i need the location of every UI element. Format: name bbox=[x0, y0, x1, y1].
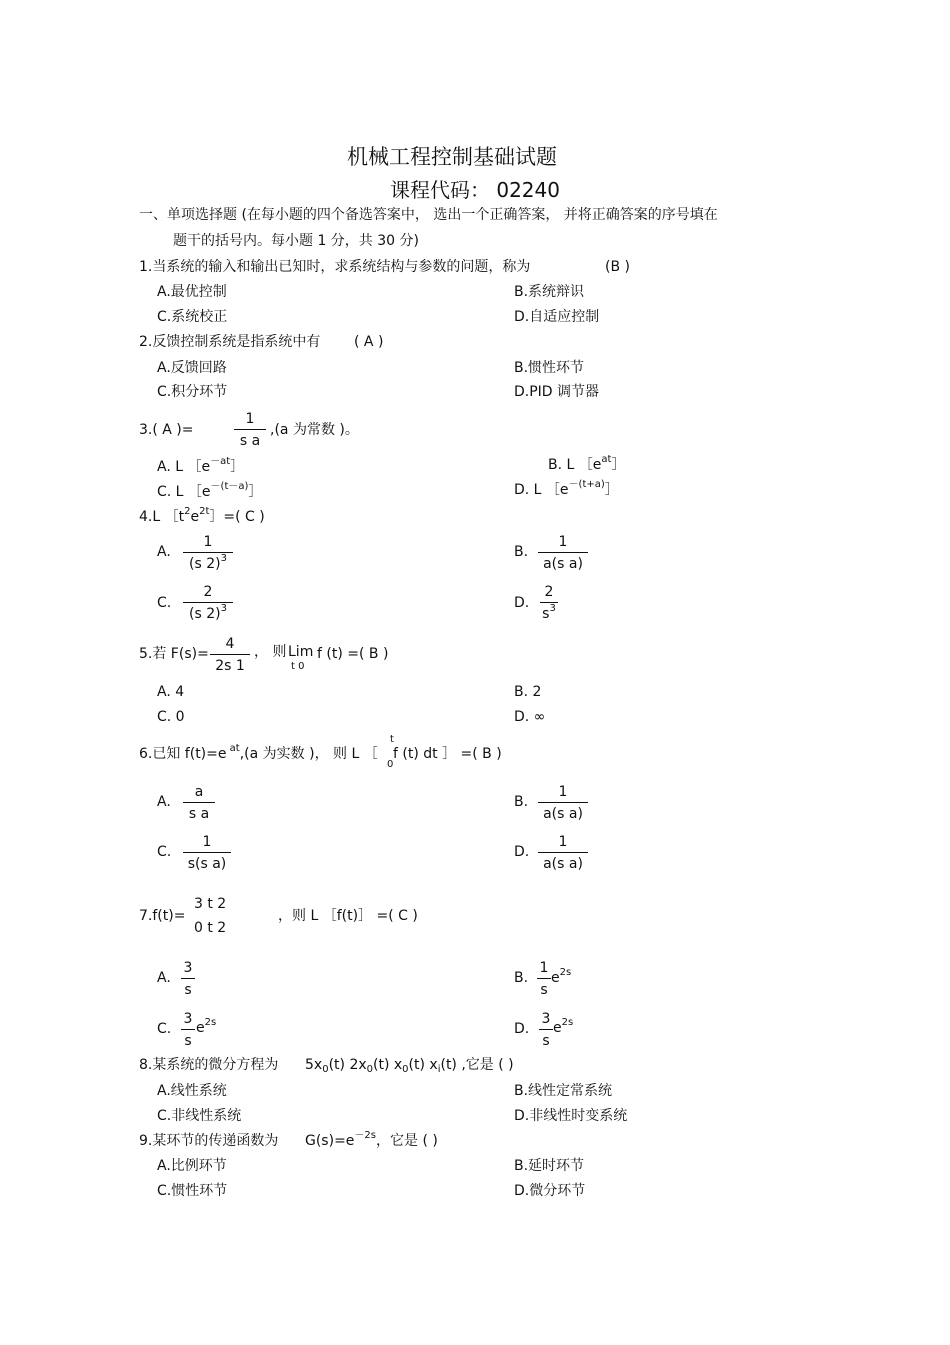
q5-lim: Lim bbox=[288, 644, 314, 660]
q9-equation: $G(s)=e^{-2s}$，它是 ( ) bbox=[305, 1130, 438, 1149]
section-instructions-line1: 一、单项选择题 (在每小题的四个备选答案中， 选出一个正确答案， 并将正确答案的序号填在 bbox=[139, 207, 718, 223]
q7-option-a-fraction: 3 s bbox=[181, 961, 195, 997]
q5-option-c: C. 0 bbox=[157, 709, 185, 725]
course-code: 课程代码： 02240 bbox=[390, 178, 560, 202]
q2-option-c: C.积分环节 bbox=[157, 384, 228, 400]
q8-option-a: A.线性系统 bbox=[157, 1083, 227, 1099]
q4-option-d-label: D. bbox=[514, 595, 530, 611]
q5-stem: 5.若 F(s)= bbox=[139, 646, 209, 662]
q7-option-c-fraction: 3 s bbox=[181, 1012, 195, 1048]
q9-option-a: A.比例环节 bbox=[157, 1158, 227, 1174]
q1-stem: 1.当系统的输入和输出已知时，求系统结构与参数的问题，称为 bbox=[139, 259, 531, 275]
q5-stem-end: f (t) =( B ) bbox=[317, 646, 389, 662]
q5-lim-subscript: t 0 bbox=[291, 661, 305, 672]
q1-option-b: B.系统辩识 bbox=[514, 284, 585, 300]
q8-option-d: D.非线性时变系统 bbox=[514, 1108, 628, 1124]
q6-integral-upper: t bbox=[390, 734, 394, 745]
q2-answer: ( A ) bbox=[354, 334, 384, 350]
q6-option-c-label: C. bbox=[157, 844, 172, 860]
q6-option-a-label: A. bbox=[157, 794, 171, 810]
q7-option-b-exp: $e^{2s}$ bbox=[551, 967, 572, 986]
q3-option-c: C. L $[e^{-(t-a)}]$ bbox=[157, 481, 263, 500]
q9-option-c: C.惯性环节 bbox=[157, 1183, 228, 1199]
q8-option-b: B.线性定常系统 bbox=[514, 1083, 613, 1099]
q6-option-b-label: B. bbox=[514, 794, 529, 810]
q9-stem: 9.某环节的传递函数为 bbox=[139, 1133, 279, 1149]
q8-option-c: C.非线性系统 bbox=[157, 1108, 242, 1124]
q6-stem: 6.已知 f(t)=e $^{at}$,(a 为实数 )， 则 L ［ bbox=[139, 743, 378, 762]
q3-fraction-denominator: s a bbox=[239, 433, 261, 449]
q3-option-a: A. L $[e^{-at}]$ bbox=[157, 456, 245, 475]
q2-option-a: A.反馈回路 bbox=[157, 360, 227, 376]
q7-option-c-label: C. bbox=[157, 1021, 172, 1037]
q1-answer: (B ) bbox=[605, 259, 630, 275]
q4-option-a-fraction: 1 (s 2)$^3$ bbox=[183, 535, 233, 571]
q9-option-d: D.微分环节 bbox=[514, 1183, 586, 1199]
q6-option-b-fraction: 1 a(s a) bbox=[538, 785, 588, 821]
q3-fraction bbox=[234, 412, 266, 448]
q7-option-b-fraction: 1 s bbox=[537, 961, 551, 997]
q6-integral-lower: 0 bbox=[387, 759, 394, 770]
q4-option-a-label: A. bbox=[157, 544, 171, 560]
q6-option-d-label: D. bbox=[514, 844, 530, 860]
page-title: 机械工程控制基础试题 bbox=[347, 145, 557, 169]
q1-option-a: A.最优控制 bbox=[157, 284, 227, 300]
q5-then: ， 则 bbox=[254, 644, 287, 660]
q7-option-d-exp: $e^{2s}$ bbox=[553, 1017, 574, 1036]
q7-piecewise-row2: 0 t 2 bbox=[194, 920, 227, 936]
q3-option-b: B. L $[e^{at}]$ bbox=[548, 454, 626, 473]
q7-option-b-label: B. bbox=[514, 970, 529, 986]
q6-stem-end: f (t) dt ］ =( B ) bbox=[393, 746, 502, 762]
q9-option-b: B.延时环节 bbox=[514, 1158, 585, 1174]
q7-option-a-label: A. bbox=[157, 970, 171, 986]
q4-option-b-fraction: 1 a(s a) bbox=[538, 535, 588, 571]
q6-option-a-fraction: a s a bbox=[183, 785, 215, 821]
q6-option-d-fraction: 1 a(s a) bbox=[538, 835, 588, 871]
q2-option-d: D.PID 调节器 bbox=[514, 384, 600, 400]
q5-option-d: D. ∞ bbox=[514, 709, 546, 725]
q3-stem: 3.( A )= bbox=[139, 422, 194, 438]
q5-fraction: 4 2s 1 bbox=[210, 637, 250, 673]
q2-stem: 2.反馈控制系统是指系统中有 bbox=[139, 334, 321, 350]
q1-option-d: D.自适应控制 bbox=[514, 309, 600, 325]
q5-option-a: A. 4 bbox=[157, 684, 185, 700]
q6-option-c-fraction: 1 s(s a) bbox=[183, 835, 231, 871]
q4-stem: 4.L $[t^2e^{2t}]=$( C ) bbox=[139, 506, 265, 525]
q7-stem-end: ，则 L ［f(t)］ =( C ) bbox=[278, 908, 418, 924]
q7-option-d-fraction: 3 s bbox=[539, 1012, 553, 1048]
q2-option-b: B.惯性环节 bbox=[514, 360, 585, 376]
q3-stem-end: ,(a 为常数 )。 bbox=[270, 422, 359, 438]
q8-stem: 8.某系统的微分方程为 bbox=[139, 1057, 279, 1073]
q4-option-c-label: C. bbox=[157, 595, 172, 611]
q4-option-c-fraction: 2 (s 2)$^3$ bbox=[183, 585, 233, 621]
q3-fraction-numerator: 1 bbox=[245, 411, 255, 427]
section-instructions-line2: 题干的括号内。每小题 1 分，共 30 分) bbox=[173, 233, 419, 249]
q3-option-d: D. L $[e^{-(t+a)}]$ bbox=[514, 479, 619, 498]
q7-option-c-exp: $e^{2s}$ bbox=[196, 1017, 217, 1036]
q5-option-b: B. 2 bbox=[514, 684, 542, 700]
q4-option-d-fraction: 2 $s^3$ bbox=[540, 585, 558, 621]
q7-option-d-label: D. bbox=[514, 1021, 530, 1037]
q1-option-c: C.系统校正 bbox=[157, 309, 228, 325]
q8-equation: $5x_0(t)$ $2x_0(t)$ $x_0(t)$ $x_i(t)$ ,它是 ( ) bbox=[305, 1057, 514, 1075]
q4-option-b-label: B. bbox=[514, 544, 529, 560]
q7-stem: 7.f(t)= bbox=[139, 908, 186, 924]
q7-piecewise-row1: 3 t 2 bbox=[194, 896, 227, 912]
